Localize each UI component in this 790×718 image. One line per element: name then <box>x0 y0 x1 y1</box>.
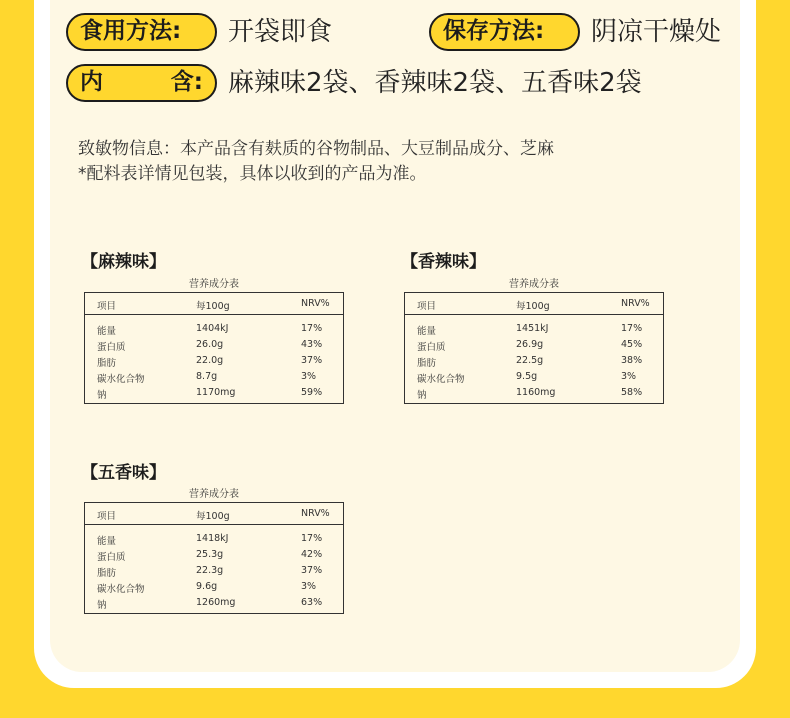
header-per100g: 每100g <box>196 301 230 312</box>
table-row <box>85 323 343 339</box>
nutrient-name: 钠 <box>97 390 107 401</box>
nutrient-nrv: 3% <box>621 371 637 382</box>
allergen-info: 致敏物信息：本产品含有麸质的谷物制品、大豆制品成分、芝麻 <box>78 139 554 159</box>
usage-label: 食用方法: <box>80 18 182 44</box>
nutrient-nrv: 58% <box>621 387 643 398</box>
nutrient-name: 蛋白质 <box>97 552 126 563</box>
header-nrv: NRV% <box>301 298 330 309</box>
storage-label-pill <box>429 13 580 51</box>
nutrient-nrv: 17% <box>621 323 643 334</box>
table-row <box>85 387 343 403</box>
table-row <box>85 533 343 549</box>
nutrient-nrv: 3% <box>301 581 317 592</box>
table-header <box>85 293 343 315</box>
table-row <box>85 597 343 613</box>
nutrient-name: 脂肪 <box>417 358 437 369</box>
nutrient-amount: 26.9g <box>516 339 544 350</box>
table-row <box>405 339 663 355</box>
nutrition-table-wuxiang <box>84 502 344 614</box>
flavor-title-mala: 【麻辣味】 <box>81 252 166 272</box>
nutrient-amount: 8.7g <box>196 371 218 382</box>
nutrient-amount: 1451kJ <box>516 323 549 334</box>
nutrient-amount: 9.5g <box>516 371 538 382</box>
table-row <box>85 371 343 387</box>
table-row <box>405 323 663 339</box>
table-row <box>405 387 663 403</box>
nutrition-table-xiangla <box>404 292 664 404</box>
table-header <box>85 503 343 525</box>
nutrient-amount: 1404kJ <box>196 323 229 334</box>
header-nrv: NRV% <box>301 508 330 519</box>
nutrient-amount: 1170mg <box>196 387 236 398</box>
table-caption: 营养成分表 <box>509 279 559 290</box>
nutrient-nrv: 37% <box>301 565 323 576</box>
nutrient-name: 钠 <box>97 600 107 611</box>
nutrient-amount: 22.5g <box>516 355 544 366</box>
nutrient-name: 能量 <box>97 326 117 337</box>
nutrient-name: 蛋白质 <box>417 342 446 353</box>
contents-label-left: 内 <box>80 69 103 95</box>
storage-value: 阴凉干燥处 <box>591 17 722 47</box>
nutrient-amount: 25.3g <box>196 549 224 560</box>
packaging-note: *配料表详情见包装，具体以收到的产品为准。 <box>78 164 427 184</box>
header-per100g: 每100g <box>196 511 230 522</box>
storage-label: 保存方法: <box>443 18 545 44</box>
nutrient-amount: 9.6g <box>196 581 218 592</box>
table-row <box>405 355 663 371</box>
nutrient-nrv: 43% <box>301 339 323 350</box>
nutrient-amount: 22.3g <box>196 565 224 576</box>
table-header <box>405 293 663 315</box>
nutrition-table-mala <box>84 292 344 404</box>
table-row <box>85 581 343 597</box>
nutrient-name: 能量 <box>417 326 437 337</box>
contents-label-pill <box>66 64 217 102</box>
header-nrv: NRV% <box>621 298 650 309</box>
flavor-title-xiangla: 【香辣味】 <box>401 252 486 272</box>
nutrient-name: 碳水化合物 <box>417 374 465 385</box>
nutrient-nrv: 42% <box>301 549 323 560</box>
nutrient-amount: 22.0g <box>196 355 224 366</box>
nutrient-amount: 1160mg <box>516 387 556 398</box>
contents-value: 麻辣味2袋、香辣味2袋、五香味2袋 <box>228 68 642 98</box>
nutrient-nrv: 3% <box>301 371 317 382</box>
nutrient-nrv: 17% <box>301 323 323 334</box>
nutrient-nrv: 63% <box>301 597 323 608</box>
flavor-title-wuxiang: 【五香味】 <box>81 463 166 483</box>
nutrient-name: 钠 <box>417 390 427 401</box>
nutrient-nrv: 17% <box>301 533 323 544</box>
usage-value: 开袋即食 <box>228 17 333 47</box>
header-item: 项目 <box>417 301 437 312</box>
table-row <box>85 565 343 581</box>
header-item: 项目 <box>97 301 117 312</box>
nutrient-nrv: 38% <box>621 355 643 366</box>
nutrient-name: 碳水化合物 <box>97 584 145 595</box>
table-caption: 营养成分表 <box>189 279 239 290</box>
nutrient-nrv: 59% <box>301 387 323 398</box>
header-item: 项目 <box>97 511 117 522</box>
nutrient-name: 脂肪 <box>97 358 117 369</box>
table-row <box>85 339 343 355</box>
nutrient-nrv: 45% <box>621 339 643 350</box>
table-row <box>85 355 343 371</box>
nutrient-name: 脂肪 <box>97 568 117 579</box>
nutrient-name: 能量 <box>97 536 117 547</box>
table-row <box>405 371 663 387</box>
contents-label-right: 含: <box>170 69 203 95</box>
nutrient-nrv: 37% <box>301 355 323 366</box>
nutrient-name: 碳水化合物 <box>97 374 145 385</box>
nutrient-amount: 26.0g <box>196 339 224 350</box>
nutrient-name: 蛋白质 <box>97 342 126 353</box>
usage-label-pill <box>66 13 217 51</box>
table-row <box>85 549 343 565</box>
table-caption: 营养成分表 <box>189 489 239 500</box>
header-per100g: 每100g <box>516 301 550 312</box>
nutrient-amount: 1418kJ <box>196 533 229 544</box>
nutrient-amount: 1260mg <box>196 597 236 608</box>
